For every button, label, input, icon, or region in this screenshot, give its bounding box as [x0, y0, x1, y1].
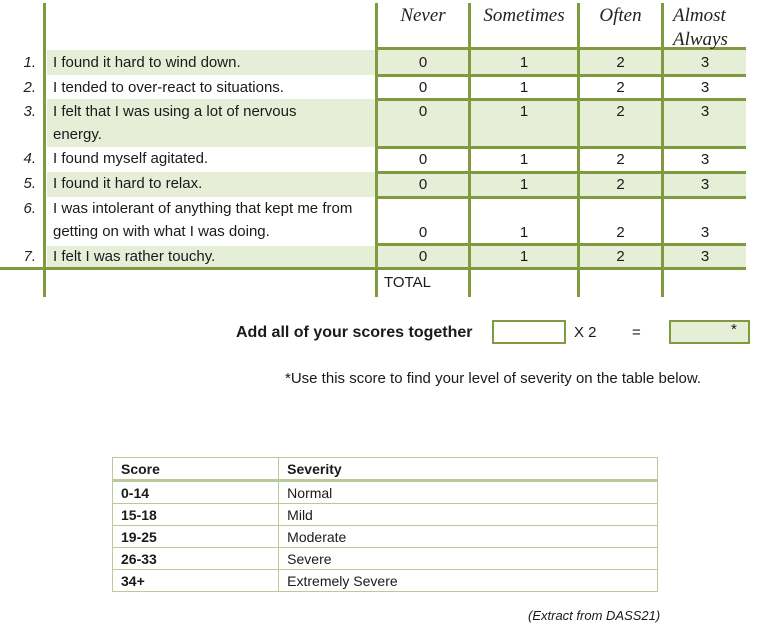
item-text: I felt that I was using a lot of nervous energy.	[53, 103, 297, 143]
score-cell: 1	[519, 151, 529, 168]
score-cell: 2	[616, 224, 625, 241]
score-cell: 1	[519, 176, 529, 193]
item-text: I was intolerant of anything that kept me from getting on with what I was doing.	[53, 200, 353, 240]
score-range: 15-18	[113, 504, 279, 526]
table-row	[113, 570, 658, 592]
item-text: I felt I was rather touchy.	[53, 248, 216, 265]
score-cell: 3	[700, 79, 710, 96]
column-header-often: Often	[599, 5, 642, 26]
score-range: 26-33	[113, 548, 279, 570]
severity-level: Mild	[279, 504, 658, 526]
equals-sign: =	[632, 324, 641, 341]
score-cell: 1	[519, 248, 529, 265]
item-number: 7.	[23, 248, 36, 265]
score-cell: 0	[418, 248, 428, 265]
severity-level: Moderate	[279, 526, 658, 548]
severity-level: Extremely Severe	[279, 570, 658, 592]
score-header: Score	[113, 458, 279, 481]
score-cell: 3	[700, 176, 710, 193]
item-number: 1.	[23, 54, 36, 71]
score-cell: 3	[700, 224, 710, 241]
source-citation: (Extract from DASS21)	[528, 608, 661, 623]
item-text: I tended to over-react to situations.	[53, 79, 284, 96]
severity-header: Severity	[279, 458, 658, 481]
score-cell: 3	[700, 103, 710, 120]
item-number: 3.	[23, 103, 36, 120]
result-marker: *	[731, 321, 737, 338]
score-cell: 0	[418, 224, 428, 241]
total-label: TOTAL	[384, 274, 431, 291]
score-cell: 0	[418, 54, 428, 71]
score-cell: 2	[616, 176, 625, 193]
sum-label: Add all of your scores together	[236, 324, 473, 341]
score-range: 34+	[113, 570, 279, 592]
score-cell: 1	[519, 79, 529, 96]
grid-hline	[375, 98, 746, 101]
table-row	[113, 526, 658, 548]
score-cell: 3	[700, 151, 710, 168]
severity-level: Normal	[279, 481, 658, 504]
grid-hline	[375, 74, 746, 77]
grid-vline	[43, 3, 46, 297]
score-cell: 3	[700, 248, 710, 265]
grid-hline	[375, 171, 746, 174]
grid-hline	[375, 196, 746, 199]
item-text: I found myself agitated.	[53, 150, 209, 167]
table-row	[113, 481, 658, 504]
item-number: 2.	[23, 79, 36, 96]
column-header-almost-always: Almost Always	[673, 5, 728, 50]
final-score-box[interactable]	[669, 320, 750, 344]
score-range: 19-25	[113, 526, 279, 548]
score-cell: 2	[616, 54, 625, 71]
score-cell: 3	[700, 54, 710, 71]
score-cell: 0	[418, 176, 428, 193]
grid-hline	[375, 243, 746, 246]
item-number: 4.	[23, 150, 36, 167]
item-number: 6.	[23, 200, 36, 217]
score-cell: 0	[418, 79, 428, 96]
item-number: 5.	[23, 175, 36, 192]
table-header-row	[113, 458, 658, 481]
score-cell: 2	[616, 151, 625, 168]
item-text: I found it hard to relax.	[53, 175, 203, 192]
raw-total-box[interactable]	[492, 320, 566, 344]
column-header-sometimes: Sometimes	[483, 5, 565, 26]
score-cell: 0	[418, 151, 428, 168]
table-row	[113, 504, 658, 526]
column-header-never: Never	[400, 5, 446, 26]
multiplier-label: X 2	[574, 324, 597, 341]
score-cell: 2	[616, 103, 625, 120]
score-cell: 0	[418, 103, 428, 120]
item-text: I found it hard to wind down.	[53, 54, 241, 71]
score-cell: 1	[519, 54, 529, 71]
score-cell: 1	[519, 103, 529, 120]
score-range: 0-14	[113, 481, 279, 504]
grid-hline	[375, 146, 746, 149]
score-cell: 2	[616, 248, 625, 265]
severity-level: Severe	[279, 548, 658, 570]
severity-note: *Use this score to find your level of severity on the table below.	[285, 370, 702, 387]
score-cell: 2	[616, 79, 625, 96]
table-row	[113, 548, 658, 570]
score-cell: 1	[519, 224, 529, 241]
severity-table	[112, 457, 658, 592]
